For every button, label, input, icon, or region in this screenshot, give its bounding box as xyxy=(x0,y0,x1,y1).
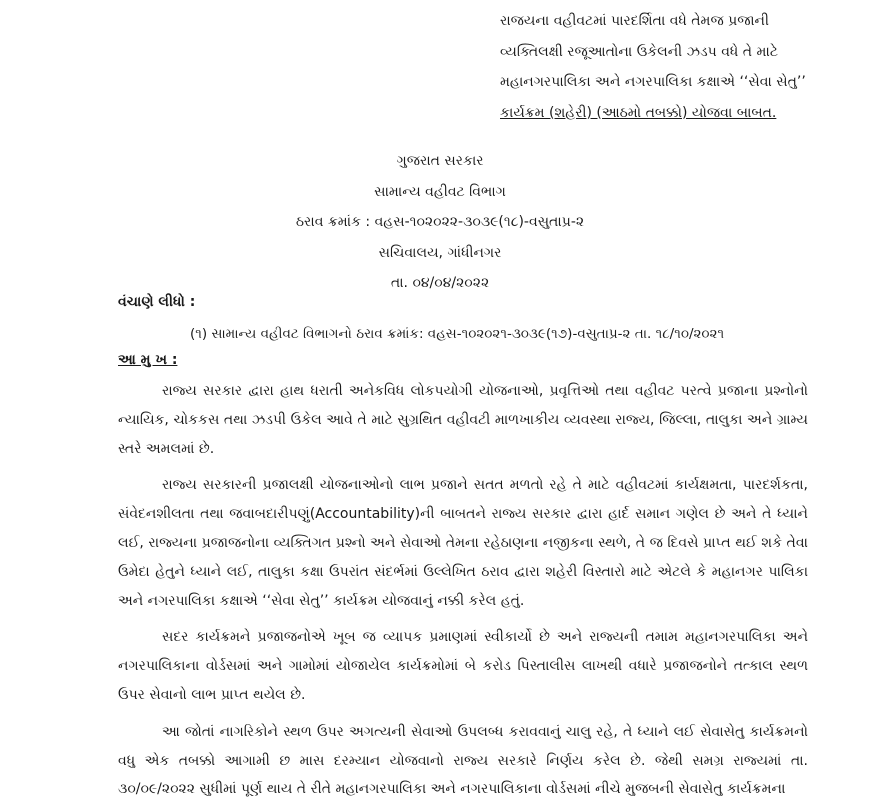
subject-line-3: મહાનગરપાલિકા અને નગરપાલિકા કક્ષાએ ‘‘સેવા સેતુ’’ xyxy=(500,74,806,90)
preamble-label: આ મુ ખ : xyxy=(118,352,178,368)
subject-line-4: કાર્યક્રમ (શહેરી) (આઠમો તબક્કો) યોજવા બાબત. xyxy=(500,104,777,121)
reference-item: (૧) સામાન્ય વહીવટ વિભાગનો ઠરાવ ક્રમાંક: વહસ-૧૦૨૦૨૧-૩૦૩૯(૧૭)-વસુતાપ્ર-૨ તા. ૧૮/૧૦/૨૦૨૧ xyxy=(190,326,725,342)
resolution-number: ઠરાવ ક્રમાંક : વહસ-૧૦૨૦૨૨-૩૦૩૯(૧૮)-વસુતાપ્ર-૨ xyxy=(295,214,585,230)
subject-line-2: વ્યક્તિલક્ષી રજૂઆતોના ઉકેલની ઝડપ વધે તે માટે xyxy=(500,43,778,60)
paragraph-4: આ જોતાં નાગરિકોને સ્થળ ઉપર અગત્યની સેવાઓ ઉપલબ્ધ કરાવવાનું ચાલુ રહે, તે ધ્યાને લઈ સેવાસેતુ કાર્યક્રમનો વધુ એક તબક્કો આગામી છ માસ દરમ્યાન યોજવાનો રાજ્ય સરકારે નિર્ણય કરેલ છે. જેથી સમગ્ર રાજ્યમાં તા. ૩૦/૦૯/૨૦૨૨ સુધીમાં પૂર્ણ થાય તે રીતે મહાનગરપાલિકા અને નગરપાલિકાના વોર્ડસમાં નીચે મુજબની સેવાસેતુ કાર્યક્રમના xyxy=(118,723,808,798)
paragraph-2: રાજ્ય સરકારની પ્રજાલક્ષી યોજનાઓનો લાભ પ્રજાને સતત મળતો રહે તે માટે વહીવટમાં કાર્યક્ષમતા, પારદર્શકતા, સંવેદનશીલતા તથા જવાબદારીપણું(Accountability)ની બાબતને રાજ્ય સરકાર દ્વારા હાર્દ સમાન ગણેલ છે અને તે ધ્યાને લઈ, રાજ્યના પ્રજાજનોના વ્યક્તિગત પ્રશ્નો અને સેવાઓ તેમના રહેઠાણના નજીકના સ્થળે, તે જ દિવસે પ્રાપ્ત થઈ શકે તેવા ઉમેદા હેતુને ધ્યાને લઈ, તાલુકા કક્ષા ઉપરાંત સંદર્ભમાં ઉલ્લેખિત ઠરાવ દ્વારા શહેરી વિસ્તારો માટે એટલે કે મહાનગર પાલિકા અને નગરપાલિકા કક્ષાએ ‘‘સેવા સેતુ’’ કાર્યક્રમ યોજવાનું નક્કી કરેલ હતું. xyxy=(118,477,808,609)
read-label: વંચાણે લીધો : xyxy=(118,294,196,310)
government-name: ગુજરાત સરકાર xyxy=(396,153,484,169)
paragraph-3: સદર કાર્યક્રમને પ્રજાજનોએ ખૂબ જ વ્યાપક પ્રમાણમાં સ્વીકાર્યો છે અને રાજ્યની તમામ મહાનગરપાલિકા અને નગરપાલિકાના વોર્ડસમાં અને ગામોમાં યોજાયેલ કાર્યક્રમોમાં બે કરોડ પિસ્તાલીસ લાખથી વધારે પ્રજાજનોને તત્કાલ સ્થળ ઉપર સેવાનો લાભ પ્રાપ્ત થયેલ છે. xyxy=(118,629,808,703)
resolution-header xyxy=(295,146,585,299)
resolution-date: તા. ૦૪/૦૪/૨૦૨૨ xyxy=(390,275,490,291)
subject-line-1: રાજયના વહીવટમાં પારદર્શિતા વધે તેમજ પ્રજાની xyxy=(500,13,769,29)
preamble-body xyxy=(118,377,808,804)
place: સચિવાલય, ગાંધીનગર xyxy=(378,244,502,261)
paragraph-1: રાજ્ય સરકાર દ્વારા હાથ ધરાતી અનેકવિધ લોકપયોગી યોજનાઓ, પ્રવૃત્તિઓ તથા વહીવટ પરત્વે પ્રજાના પ્રશ્નોનો ન્યાયિક, ચોકકસ તથા ઝડપી ઉકેલ આવે તે માટે સુગ્રથિત વહીવટી માળખાકીય વ્યવસ્થા રાજ્ય, જિલ્લા, તાલુકા અને ગ્રામ્ય સ્તરે અમલમાં છે. xyxy=(118,383,808,457)
subject-block xyxy=(500,6,810,128)
department-name: સામાન્ય વહીવટ વિભાગ xyxy=(374,183,506,200)
